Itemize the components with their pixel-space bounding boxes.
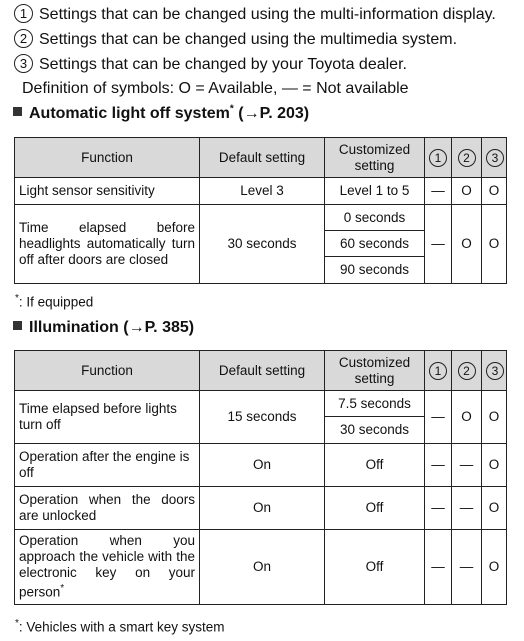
header-col-2 — [452, 138, 482, 178]
page-reference: (→P. 385) — [123, 319, 195, 336]
avail-cell-1: — — [425, 205, 452, 284]
function-cell: Time elapsed before lights turn off — [15, 391, 200, 444]
header-default-setting: Default setting — [200, 351, 325, 391]
default-cell: On — [200, 487, 325, 530]
avail-cell-2: — — [452, 444, 482, 487]
circled-number-1: 1 — [14, 4, 33, 23]
legend-item-3 — [14, 54, 407, 75]
avail-cell-1: — — [425, 391, 452, 444]
avail-cell-2: — — [452, 487, 482, 530]
section-title: Illumination — [29, 319, 119, 336]
default-cell: Level 3 — [200, 178, 325, 205]
footnote-marker: * — [15, 293, 19, 304]
table-row — [15, 178, 507, 205]
legend-item-1 — [14, 4, 496, 25]
custom-cell: Off — [325, 487, 425, 530]
function-cell: Light sensor sensitivity — [15, 178, 200, 205]
footnote-if-equipped — [15, 291, 93, 311]
avail-cell-3: O — [482, 178, 507, 205]
custom-cell: Level 1 to 5 — [325, 178, 425, 205]
footnote-marker: * — [15, 618, 19, 629]
avail-cell-2: O — [452, 178, 482, 205]
header-col-1 — [425, 138, 452, 178]
page-reference: (→P. 203) — [238, 105, 310, 122]
footnote-text: : If equipped — [18, 294, 94, 310]
avail-cell-2: — — [452, 530, 482, 605]
avail-cell-3: O — [482, 444, 507, 487]
symbol-definition: Definition of symbols: O = Available, — = Not available — [22, 80, 409, 97]
legend-text-1: Settings that can be changed using the multi-information display. — [39, 6, 496, 23]
avail-cell-2: O — [452, 205, 482, 284]
footnote-smart-key — [15, 616, 224, 636]
header-default-setting: Default setting — [200, 138, 325, 178]
header-customized-setting: Customized setting — [325, 138, 425, 178]
legend-item-2 — [14, 29, 457, 50]
section-heading-auto-light-off — [13, 104, 309, 124]
custom-cell: Off — [325, 444, 425, 487]
custom-cell: Off — [325, 530, 425, 605]
header-col-3 — [482, 351, 507, 391]
custom-cell: 7.5 seconds — [325, 391, 425, 417]
function-cell — [15, 530, 200, 605]
settings-table-illumination — [14, 350, 507, 605]
avail-cell-3: O — [482, 205, 507, 284]
custom-cell: 60 seconds — [325, 231, 425, 257]
function-cell: Time elapsed before headlights automatically turn off after doors are closed — [15, 205, 200, 284]
table-row — [15, 205, 507, 231]
function-cell: Operation after the engine is off — [15, 444, 200, 487]
square-bullet-icon — [13, 321, 22, 330]
header-col-2 — [452, 351, 482, 391]
avail-cell-3: O — [482, 487, 507, 530]
default-cell: On — [200, 444, 325, 487]
header-function: Function — [15, 351, 200, 391]
avail-cell-1: — — [425, 178, 452, 205]
avail-cell-2: O — [452, 391, 482, 444]
circled-number-2: 2 — [458, 149, 476, 167]
header-col-1 — [425, 351, 452, 391]
custom-cell: 90 seconds — [325, 257, 425, 284]
avail-cell-3: O — [482, 391, 507, 444]
circled-number-2: 2 — [14, 29, 33, 48]
avail-cell-1: — — [425, 444, 452, 487]
circled-number-2: 2 — [458, 362, 476, 380]
custom-cell: 0 seconds — [325, 205, 425, 231]
function-cell: Operation when the doors are unlocked — [15, 487, 200, 530]
default-cell: On — [200, 530, 325, 605]
settings-table-auto-light-off — [14, 137, 507, 284]
circled-number-3: 3 — [14, 54, 33, 73]
section-heading-illumination — [13, 318, 194, 338]
legend-text-2: Settings that can be changed using the multimedia system. — [39, 31, 458, 48]
legend-text-3: Settings that can be changed by your Toyota dealer. — [39, 56, 407, 73]
table-row — [15, 530, 507, 605]
avail-cell-1: — — [425, 530, 452, 605]
header-function: Function — [15, 138, 200, 178]
header-customized-setting: Customized setting — [325, 351, 425, 391]
circled-number-1: 1 — [429, 362, 447, 380]
footnote-marker: * — [229, 103, 234, 115]
table-row — [15, 391, 507, 417]
default-cell: 15 seconds — [200, 391, 325, 444]
footnote-marker: * — [60, 583, 65, 595]
square-bullet-icon — [13, 107, 22, 116]
circled-number-1: 1 — [429, 149, 447, 167]
table-header-row — [15, 351, 507, 391]
table-header-row — [15, 138, 507, 178]
header-col-3 — [482, 138, 507, 178]
function-text: Operation when you approach the vehicle with the electronic key on your person — [19, 533, 195, 600]
table-row — [15, 444, 507, 487]
avail-cell-3: O — [482, 530, 507, 605]
avail-cell-1: — — [425, 487, 452, 530]
circled-number-3: 3 — [486, 149, 504, 167]
section-title: Automatic light off system — [29, 105, 230, 122]
footnote-text: : Vehicles with a smart key system — [18, 619, 225, 635]
table-row — [15, 487, 507, 530]
default-cell: 30 seconds — [200, 205, 325, 284]
circled-number-3: 3 — [486, 362, 504, 380]
custom-cell: 30 seconds — [325, 417, 425, 444]
